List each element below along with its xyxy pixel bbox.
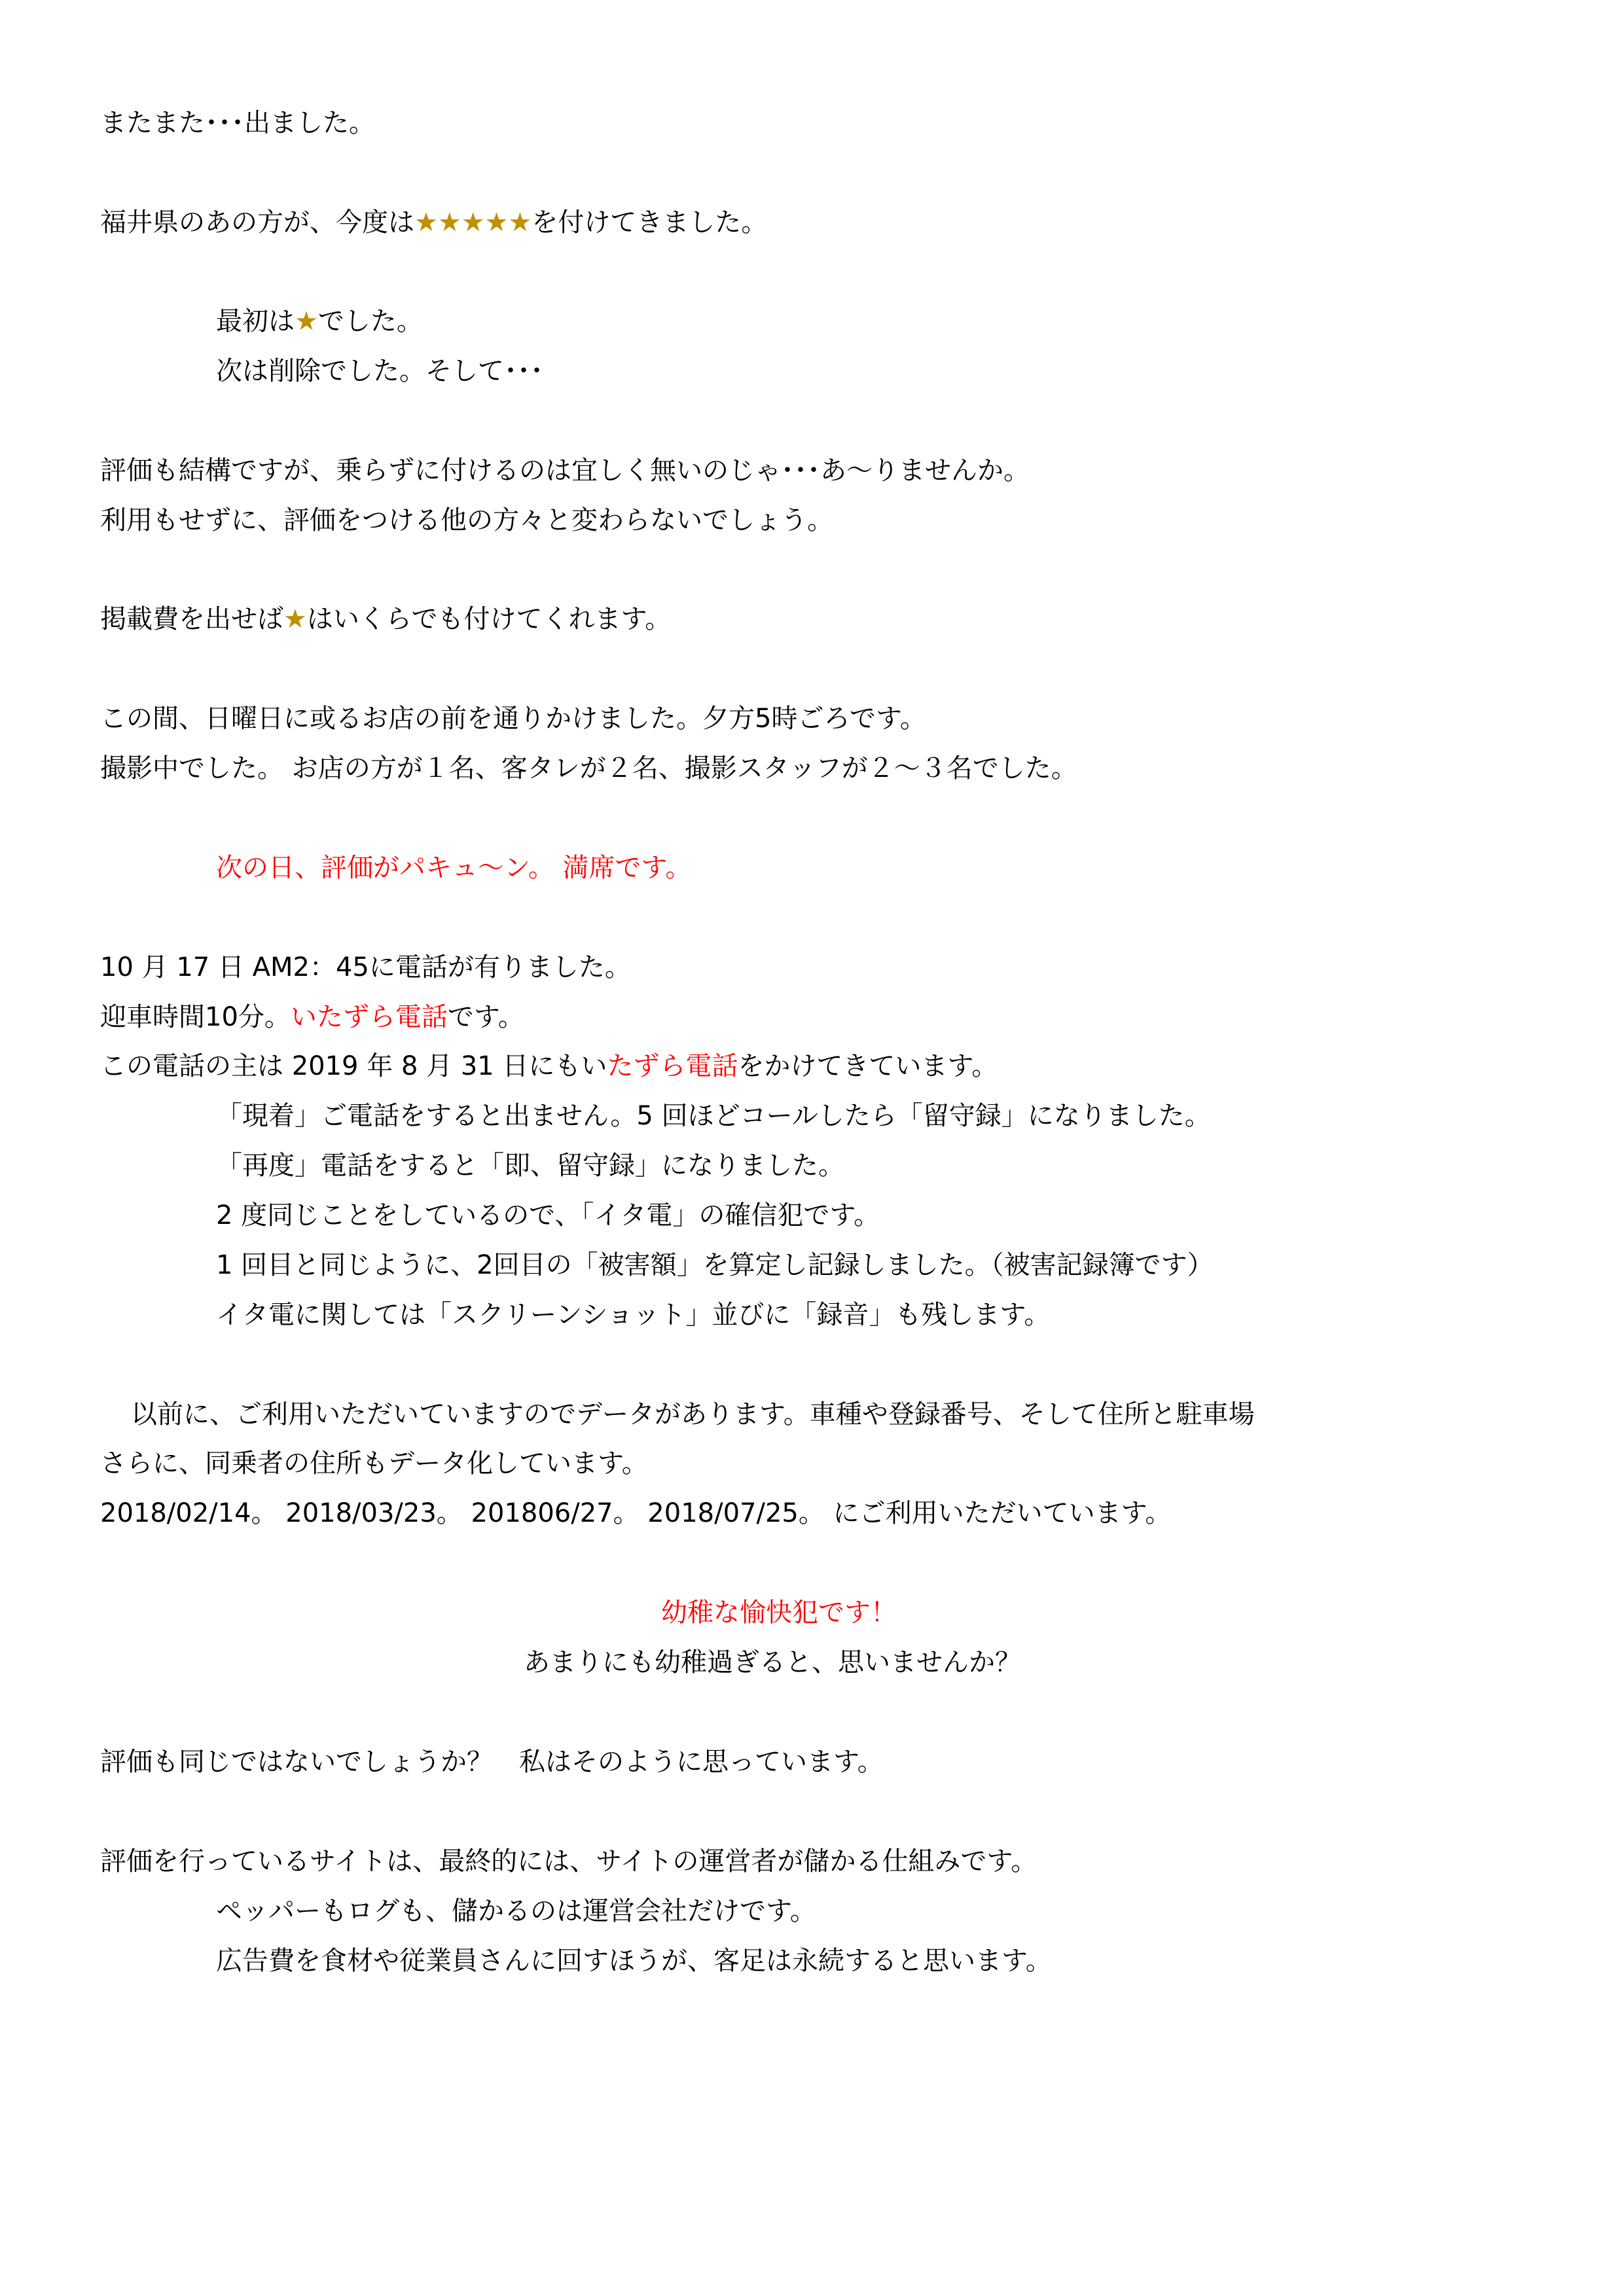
- text: 「現着」ご電話をすると出ません。5 回ほどコールしたら「留守録」になりました。: [216, 1101, 1211, 1131]
- text: 次の日、評価がパキュ～ン。 満席です。: [216, 853, 692, 883]
- line-first-star: [216, 303, 423, 340]
- text: をかけてきています。: [738, 1051, 998, 1081]
- text: です。: [447, 1002, 524, 1032]
- line-again-call: [216, 1147, 844, 1184]
- text: この間、日曜日に或るお店の前を通りかけました。夕方5時ごろです。: [100, 704, 926, 734]
- text: 評価も結構ですが、乗らずに付けるのは宜しく無いのじゃ･･･あ～りませんか。: [100, 456, 1030, 486]
- line-review-question: [100, 452, 1030, 489]
- text: 迎車時間10分。: [100, 1002, 291, 1032]
- text: 福井県のあの方が、今度は: [100, 207, 414, 238]
- text: イタ電に関しては「スクリーンショット」並びに「録音」も残します。: [216, 1300, 1051, 1330]
- line-review-others: [100, 502, 833, 539]
- text: ペッパーもログも、儲かるのは運営会社だけです。: [216, 1896, 816, 1926]
- text: 利用もせずに、評価をつける他の方々と変わらないでしょう。: [100, 505, 833, 535]
- text: 評価も同じではないでしょうか？ 私はそのように思っています。: [100, 1747, 884, 1777]
- text: 以前に、ご利用いただいていますのでデータがあります。車種や登録番号、そして住所と駐車場: [131, 1399, 1255, 1429]
- line-childish-highlight: [661, 1594, 897, 1631]
- line-caller-history: [100, 1048, 998, 1085]
- text: 「再度」電話をすると「即、留守録」になりました。: [216, 1151, 844, 1181]
- text: この電話の主は 2019 年 8 月 31 日にもい: [100, 1051, 607, 1081]
- text: あまりにも幼稚過ぎると、思いませんか？: [524, 1647, 1021, 1677]
- line-same-for-reviews: [100, 1744, 884, 1780]
- line-call-date: [100, 949, 631, 986]
- line-damage-record: [216, 1247, 1214, 1283]
- line-five-stars: [100, 204, 767, 241]
- line-advertising-cost: [216, 1943, 1052, 1979]
- text: 1 回目と同じように、2回目の「被害額」を算定し記録しました。（被害記録簿です）: [216, 1250, 1214, 1280]
- text: 評価を行っているサイトは、最終的には、サイトの運営者が儲かる仕組みです。: [100, 1846, 1038, 1876]
- line-repeat-offender: [216, 1197, 880, 1234]
- text: はいくらでも付けてくれます。: [306, 604, 672, 634]
- line-next-day-highlight: [216, 850, 691, 886]
- text: 次は削除でした。そして･･･: [216, 356, 543, 386]
- line-previous-use: [131, 1396, 1255, 1433]
- line-review-sites: [100, 1843, 1037, 1880]
- line-on-site-call: [216, 1098, 1211, 1134]
- line-usage-dates: [100, 1495, 1171, 1532]
- line-listing-fee: [100, 601, 671, 637]
- emphasis-text: いたずら電話: [290, 1002, 448, 1032]
- text: でした。: [317, 306, 423, 336]
- text: 幼稚な愉快犯です！: [661, 1598, 897, 1628]
- text: 10 月 17 日 AM2：45に電話が有りました。: [100, 952, 631, 982]
- line-sunday: [100, 700, 926, 737]
- text: さらに、同乗者の住所もデータ化しています。: [100, 1448, 648, 1479]
- line-filming: [100, 750, 1077, 787]
- text: 撮影中でした。 お店の方が１名、客タレが２名、撮影スタッフが２～３名でした。: [100, 753, 1077, 783]
- line-intro: [100, 105, 375, 141]
- star-icon: ★: [295, 306, 318, 336]
- text: 広告費を食材や従業員さんに回すほうが、客足は永続すると思います。: [216, 1946, 1052, 1976]
- text: を付けてきました。: [532, 207, 768, 238]
- line-prank-call: [100, 999, 524, 1035]
- line-evidence: [216, 1297, 1050, 1333]
- emphasis-text: たずら電話: [607, 1051, 738, 1081]
- star-icon: ★: [283, 604, 307, 634]
- star-icons: ★★★★★: [414, 207, 532, 238]
- text: 2018/02/14。 2018/03/23。 201806/27。 2018/07/25。 にご利用いただいています。: [100, 1498, 1172, 1528]
- text: 最初は: [216, 306, 295, 336]
- text: 2 度同じことをしているので、「イタ電」の確信犯です。: [216, 1200, 880, 1230]
- line-passenger-data: [100, 1445, 648, 1482]
- line-deleted: [216, 353, 543, 389]
- text: 掲載費を出せば: [100, 604, 283, 634]
- line-operators-profit: [216, 1893, 816, 1929]
- line-too-childish: [524, 1644, 1021, 1681]
- text: またまた･･･出ました。: [100, 108, 375, 138]
